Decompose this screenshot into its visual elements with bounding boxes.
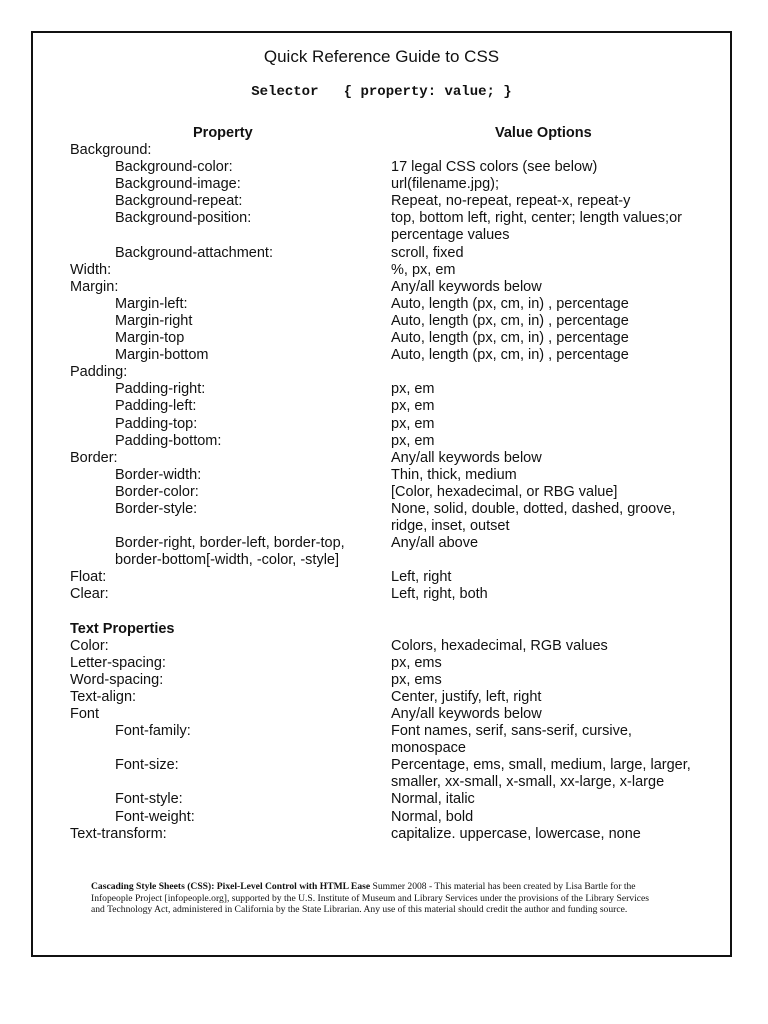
property-cell: Text-align: [70, 688, 137, 705]
value-cell: top, bottom left, right, center; length values;or percentage values [391, 210, 682, 244]
value-cell: Normal, bold [391, 808, 474, 825]
property-cell: Font-family: [115, 723, 191, 740]
table-row [70, 142, 710, 159]
table-row [70, 569, 710, 586]
footer-credit-text: Summer 2008 - This material has been created by Lisa Bartle for the Infopeople Project [infopeople.org], supported by the U.S. Institute of Museum and Library Services under the provisions of the Library Services and Technology Act, administered in California by the State Librarian. Any use of this material should credit the author and funding source. [91, 881, 649, 916]
value-cell: %, px, em [391, 261, 456, 278]
table-row [70, 723, 710, 757]
property-cell: Color: [70, 637, 109, 654]
property-cell: Border-width: [115, 466, 202, 483]
value-cell: px, em [391, 415, 435, 432]
table-row [70, 381, 710, 398]
table-row [70, 313, 710, 330]
table-row [70, 210, 710, 244]
property-cell: Margin-top [115, 330, 185, 347]
value-cell: Auto, length (px, cm, in) , percentage [391, 295, 629, 312]
value-cell: Left, right [391, 569, 452, 586]
value-cell: Any/all keywords below [391, 706, 542, 722]
table-row [70, 467, 710, 484]
property-cell: Border-style: [115, 500, 198, 517]
table-row [70, 330, 710, 347]
table-row [70, 347, 710, 364]
property-cell: Font-style: [115, 791, 183, 808]
value-cell: Thin, thick, medium [391, 466, 517, 483]
value-cell: Colors, hexadecimal, RGB values [391, 637, 608, 654]
property-cell: Text Properties [70, 620, 175, 637]
page-title: Quick Reference Guide to CSS [263, 47, 500, 66]
table-row [70, 689, 710, 706]
value-cell: Normal, italic [391, 791, 475, 808]
value-cell: 17 legal CSS colors (see below) [391, 159, 598, 176]
property-cell: Background-position: [115, 210, 252, 227]
table-row [70, 791, 710, 808]
property-column-header: Property [193, 125, 253, 141]
property-cell: Font-size: [115, 757, 179, 774]
value-cell: Any/all keywords below [391, 449, 542, 466]
property-cell: Padding-left: [115, 398, 197, 415]
value-cell: px, em [391, 398, 435, 415]
selector-syntax-line: Selector { property: value; } [251, 84, 512, 100]
property-cell: Border: [70, 449, 118, 466]
value-cell: Auto, length (px, cm, in) , percentage [391, 347, 629, 364]
value-cell: Auto, length (px, cm, in) , percentage [391, 312, 629, 329]
value-cell: Any/all keywords below [391, 278, 542, 295]
table-row [70, 586, 710, 603]
table-row [70, 159, 710, 176]
footer-credit [91, 881, 661, 916]
value-cell: Auto, length (px, cm, in) , percentage [391, 330, 629, 347]
property-cell: Text-transform: [70, 825, 167, 842]
value-cell: [Color, hexadecimal, or RBG value] [391, 483, 618, 500]
property-cell: Background-repeat: [115, 193, 243, 210]
table-row [70, 262, 710, 279]
property-cell: Background-image: [115, 176, 241, 193]
value-cell: None, solid, double, dotted, dashed, groove, ridge, inset, outset [391, 500, 676, 535]
table-row [70, 826, 710, 843]
property-cell: Margin-bottom [115, 347, 209, 364]
property-cell: Background-attachment: [115, 244, 273, 261]
table-row [70, 638, 710, 655]
value-cell: capitalize. uppercase, lowercase, none [391, 825, 641, 842]
table-row [70, 398, 710, 415]
value-cell: Repeat, no-repeat, repeat-x, repeat-y [391, 193, 631, 210]
table-row [70, 416, 710, 433]
value-cell: Center, justify, left, right [391, 688, 542, 705]
value-cell: px, em [391, 381, 435, 398]
value-cell: scroll, fixed [391, 244, 464, 261]
section-heading-row [70, 621, 710, 638]
table-row [70, 757, 710, 791]
property-cell: Letter-spacing: [70, 654, 166, 671]
table-row [70, 433, 710, 450]
property-cell: Padding-right: [115, 381, 206, 398]
table-row [70, 193, 710, 210]
table-row [70, 706, 710, 723]
property-cell: Word-spacing: [70, 671, 164, 688]
value-cell: px, ems [391, 671, 442, 688]
document-page [31, 31, 732, 957]
table-row [70, 364, 710, 381]
property-cell: Border-color: [115, 483, 199, 500]
property-cell: Margin-right [115, 312, 193, 329]
table-row [70, 655, 710, 672]
property-cell: Font [70, 706, 100, 722]
table-row [70, 176, 710, 193]
property-cell: Float: [70, 569, 107, 586]
table-row [70, 501, 710, 535]
value-cell: Left, right, both [391, 586, 488, 603]
value-cell: Any/all above [391, 535, 479, 552]
property-cell: Margin: [70, 278, 119, 295]
property-cell: Background: [70, 142, 152, 158]
table-row [70, 450, 710, 467]
footer-course-title: Cascading Style Sheets (CSS): Pixel-Level Control with HTML Ease [91, 881, 371, 892]
value-cell: Font names, serif, sans-serif, cursive, monospace [391, 723, 632, 757]
spacer-row [70, 604, 710, 621]
value-cell: Percentage, ems, small, medium, large, larger, smaller, xx-small, x-small, xx-large, x-large [391, 757, 691, 791]
property-cell: Background-color: [115, 159, 233, 176]
property-cell: Border-right, border-left, border-top, border-bottom[-width, -color, -style] [115, 535, 345, 569]
property-cell: Font-weight: [115, 808, 195, 825]
property-cell: Padding-top: [115, 415, 198, 432]
property-cell: Padding: [70, 364, 128, 381]
property-cell: Clear: [70, 586, 109, 603]
table-row [70, 296, 710, 313]
value-options-column-header: Value Options [495, 125, 592, 141]
value-cell: url(filename.jpg); [391, 176, 499, 193]
table-row [70, 279, 710, 296]
value-cell: px, em [391, 432, 435, 449]
value-cell: px, ems [391, 654, 442, 671]
table-row [70, 245, 710, 262]
property-cell: Margin-left: [115, 295, 188, 312]
table-row [70, 672, 710, 689]
reference-table [70, 142, 710, 843]
property-cell: Width: [70, 261, 112, 278]
table-row [70, 484, 710, 501]
table-row [70, 535, 710, 569]
property-cell: Padding-bottom: [115, 432, 222, 449]
table-row [70, 809, 710, 826]
